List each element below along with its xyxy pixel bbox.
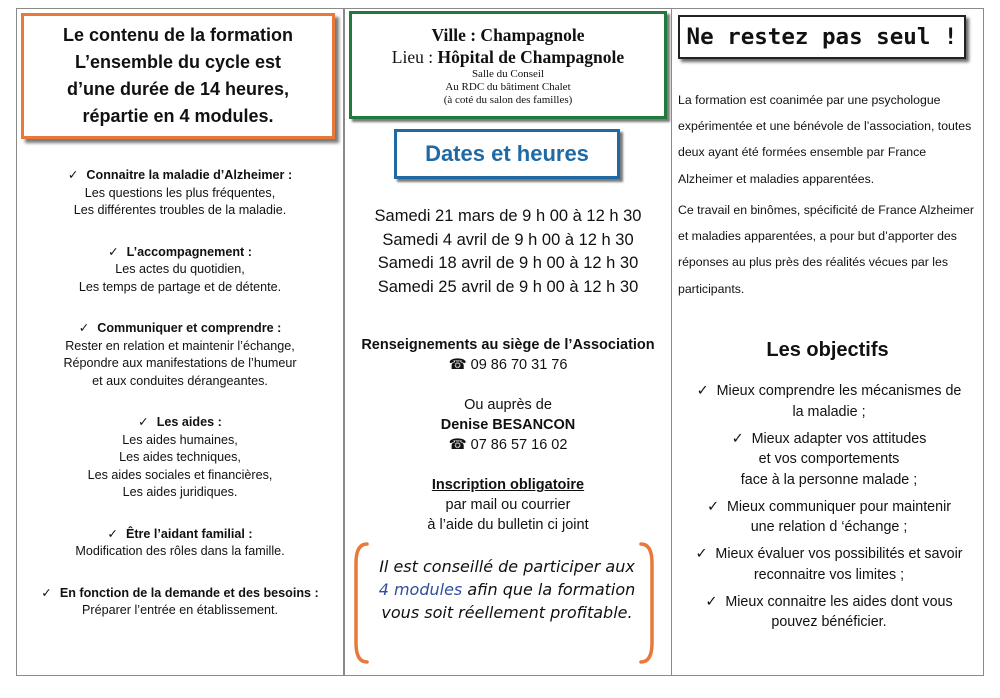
contact-name: Denise BESANCON xyxy=(440,417,576,433)
objectives-title: Les objectifs xyxy=(766,339,889,361)
date-item: Samedi 4 avril de 9 h 00 à 12 h 30 xyxy=(382,230,634,249)
intro-paragraph: La formation est coanimée par une psychologue expérimentée et une bénévole de l’association, toutes deux ayant été formées ensemble par France Alzheimer et maladies apparentées. xyxy=(678,93,972,186)
module-item xyxy=(17,526,343,561)
advice-line: Il est conseillé de participer aux xyxy=(379,557,635,576)
date-item: Samedi 25 avril de 9 h 00 à 12 h 30 xyxy=(377,277,639,296)
check-icon: ✓ xyxy=(107,526,118,541)
venue-detail: Salle du Conseil xyxy=(471,68,545,80)
venue-label: Lieu : xyxy=(391,47,438,67)
ou-aupres: Ou auprès de xyxy=(464,397,552,413)
module-line: et aux conduites dérangeantes. xyxy=(92,373,268,388)
module-title: Communiquer et comprendre : xyxy=(97,321,282,335)
module-item xyxy=(17,585,343,620)
check-icon: ✓ xyxy=(706,498,719,515)
right-bracket xyxy=(639,541,657,665)
advice-highlight: 4 modules xyxy=(378,580,463,599)
module-item xyxy=(17,167,343,220)
objective-line: la maladie ; xyxy=(792,403,866,420)
dates-title: Dates et heures xyxy=(394,129,620,179)
left-panel xyxy=(16,8,344,676)
module-title: Être l’aidant familial : xyxy=(125,526,253,541)
objectives-list xyxy=(676,381,982,639)
check-icon: ✓ xyxy=(695,546,708,562)
objective-line: Mieux adapter vos attitudes xyxy=(751,430,927,447)
module-line: Répondre aux manifestations de l’humeur xyxy=(63,356,297,370)
objective-item xyxy=(676,497,982,538)
title-line-3: d’une durée de 14 heures, xyxy=(66,79,290,99)
advice-line: vous soit réellement profitable. xyxy=(381,603,633,622)
city: Ville : Champagnole xyxy=(431,25,585,45)
module-item xyxy=(17,244,343,297)
module-item xyxy=(17,320,343,390)
check-icon: ✓ xyxy=(138,415,149,429)
venue-detail: Au RDC du bâtiment Chalet xyxy=(445,81,571,93)
module-line: Préparer l’entrée en établissement. xyxy=(81,603,278,617)
inscription-line: par mail ou courrier xyxy=(445,497,571,513)
check-icon: ✓ xyxy=(705,593,718,610)
objective-line: Mieux évaluer vos possibilités et savoir xyxy=(715,546,963,562)
inscription-line: à l’aide du bulletin ci joint xyxy=(427,517,589,533)
left-bracket xyxy=(351,541,369,665)
objective-line: face à la personne malade ; xyxy=(740,471,918,488)
date-item: Samedi 18 avril de 9 h 00 à 12 h 30 xyxy=(377,254,639,272)
association-phone: ☎ 09 86 70 31 76 xyxy=(448,357,568,373)
objective-line: reconnaitre vos limites ; xyxy=(753,566,905,583)
venue-detail: (à coté du salon des familles) xyxy=(443,94,573,106)
advice-line-end: afin que la formation xyxy=(462,580,636,599)
check-icon: ✓ xyxy=(696,383,709,399)
advice-text xyxy=(373,555,641,624)
inscription-heading: Inscription obligatoire xyxy=(431,477,585,493)
module-line: Les temps de partage et de détente. xyxy=(78,279,282,294)
title-line-2: L’ensemble du cycle est xyxy=(74,52,282,72)
renseignements-heading: Renseignements au siège de l’Association xyxy=(361,337,655,353)
formation-title-box xyxy=(21,13,335,139)
contact-info xyxy=(345,335,671,535)
check-icon: ✓ xyxy=(41,585,52,600)
location-box xyxy=(349,11,667,119)
module-line: Les différentes troubles de la maladie. xyxy=(73,203,287,217)
objective-line: Mieux comprendre les mécanismes de xyxy=(716,383,962,399)
objective-line: et vos comportements xyxy=(758,451,900,467)
module-title: Connaitre la maladie d’Alzheimer : xyxy=(86,168,293,182)
contact-phone: ☎ 07 86 57 16 02 xyxy=(448,437,568,453)
objective-line: pouvez bénéficier. xyxy=(771,614,887,630)
module-title: L’accompagnement : xyxy=(126,244,252,259)
objective-line: une relation d ‘échange ; xyxy=(750,519,908,535)
objective-line: Mieux communiquer pour maintenir xyxy=(726,498,952,515)
module-title: Les aides : xyxy=(156,415,222,429)
module-item xyxy=(17,414,343,502)
heading-box: Ne restez pas seul ! xyxy=(678,15,966,59)
middle-panel xyxy=(344,8,672,676)
check-icon: ✓ xyxy=(78,321,90,335)
binome-paragraph: Ce travail en binômes, spécificité de France Alzheimer et maladies apparentées, a pour but d’apporter des réponses au plus près des réalités vécues par les participants. xyxy=(678,203,974,296)
module-line: Les aides sociales et financières, xyxy=(87,467,273,482)
module-line: Les actes du quotidien, xyxy=(115,262,245,276)
check-icon: ✓ xyxy=(108,244,119,259)
objective-item xyxy=(676,544,982,585)
modules-list xyxy=(17,167,343,644)
right-panel xyxy=(671,8,984,676)
advice-note xyxy=(351,541,657,665)
objective-line: Mieux connaitre les aides dont vous xyxy=(725,593,953,610)
objective-item xyxy=(676,592,982,633)
module-line: Les questions les plus fréquentes, xyxy=(84,185,276,200)
module-line: Les aides humaines, xyxy=(122,432,238,447)
module-line: Les aides juridiques. xyxy=(122,485,238,499)
venue-name: Hôpital de Champagnole xyxy=(437,47,625,67)
advice-line xyxy=(373,578,641,601)
title-line-1: Le contenu de la formation xyxy=(62,25,294,45)
dates-list xyxy=(345,205,671,299)
module-line: Rester en relation et maintenir l’échange, xyxy=(65,338,295,353)
objective-item xyxy=(676,429,982,491)
objective-item xyxy=(676,381,982,422)
module-line: Les aides techniques, xyxy=(119,450,241,464)
venue xyxy=(352,46,664,68)
check-icon: ✓ xyxy=(731,430,744,447)
check-icon: ✓ xyxy=(67,168,79,182)
module-title: En fonction de la demande et des besoins : xyxy=(59,585,319,600)
date-item: Samedi 21 mars de 9 h 00 à 12 h 30 xyxy=(374,207,642,225)
title-line-4: répartie en 4 modules. xyxy=(82,106,274,126)
module-line: Modification des rôles dans la famille. xyxy=(75,544,285,558)
